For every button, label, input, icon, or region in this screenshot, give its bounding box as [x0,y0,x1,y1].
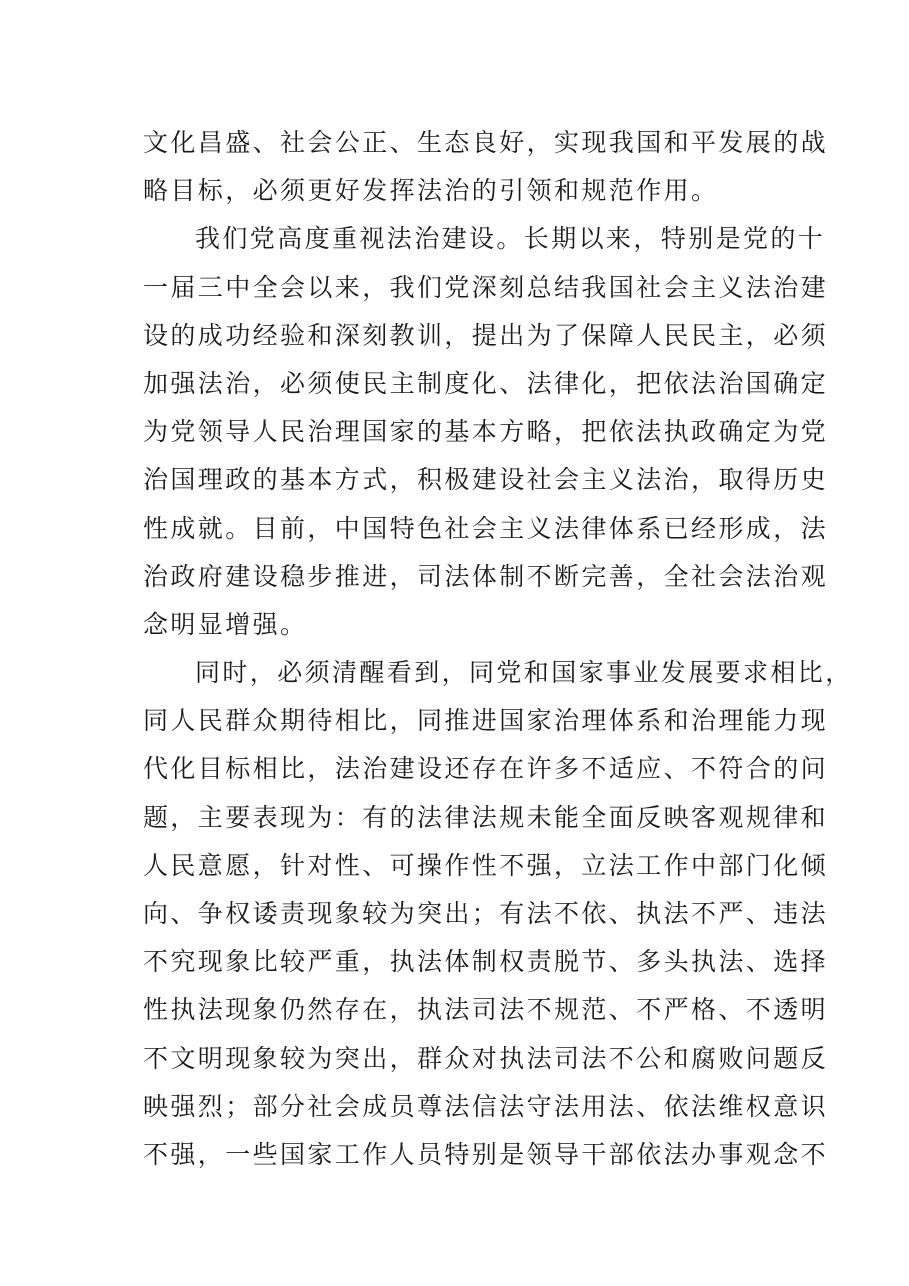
paragraph-2-line-3: 设的成功经验和深刻教训，提出为了保障人民民主，必须 [143,320,829,350]
paragraph-2-line-1: 我们党高度重视法治建设。长期以来，特别是党的十 [195,224,826,254]
paragraph-3-line-9: 不文明现象较为突出，群众对执法司法不公和腐败问题反 [143,1043,829,1073]
paragraph-3-line-11: 不强，一些国家工作人员特别是领导干部依法办事观念不 [143,1139,829,1169]
paragraph-1-line-2: 略目标，必须更好发挥法治的引领和规范作用。 [143,176,719,206]
paragraph-3-line-4: 题，主要表现为：有的法律法规未能全面反映客观规律和 [143,802,829,832]
document-body [143,119,853,1179]
paragraph-2-line-4: 加强法治，必须使民主制度化、法律化，把依法治国确定 [143,368,829,398]
paragraph-3-line-7: 不究现象比较严重，执法体制权责脱节、多头执法、选择 [143,947,829,977]
paragraph-3-line-1: 同时，必须清醒看到，同党和国家事业发展要求相比， [195,658,853,688]
paragraph-2-line-2: 一届三中全会以来，我们党深刻总结我国社会主义法治建 [143,272,829,302]
paragraph-3-line-6: 向、争权诿责现象较为突出；有法不依、执法不严、违法 [143,899,829,928]
paragraph-3-line-3: 代化目标相比，法治建设还存在许多不适应、不符合的问 [143,754,829,784]
paragraph-1-line-1: 文化昌盛、社会公正、生态良好，实现我国和平发展的战 [143,128,829,157]
paragraph-2-line-6: 治国理政的基本方式，积极建设社会主义法治，取得历史 [143,465,829,495]
paragraph-2-line-8: 治政府建设稳步推进，司法体制不断完善，全社会法治观 [143,561,829,591]
paragraph-2-line-5: 为党领导人民治理国家的基本方略，把依法执政确定为党 [143,417,829,447]
paragraph-3-line-8: 性执法现象仍然存在，执法司法不规范、不严格、不透明 [143,995,829,1025]
paragraph-3-line-10: 映强烈；部分社会成员尊法信法守法用法、依法维权意识 [143,1091,829,1121]
paragraph-2-line-9: 念明显增强。 [143,609,308,639]
paragraph-3-line-5: 人民意愿，针对性、可操作性不强，立法工作中部门化倾 [143,850,829,880]
paragraph-2-line-7: 性成就。目前，中国特色社会主义法律体系已经形成，法 [143,513,829,543]
paragraph-3-line-2: 同人民群众期待相比，同推进国家治理体系和治理能力现 [143,706,829,736]
